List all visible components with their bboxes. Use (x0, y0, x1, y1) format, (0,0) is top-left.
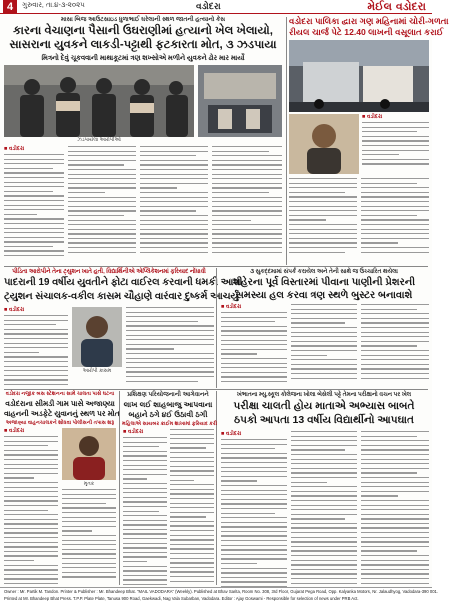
parking-column-2 (170, 429, 214, 584)
accident-kicker: વડોદરા નજીક બસ સ્ટેશનના સામે ચાલતા પાસે ઘટના (5, 391, 115, 397)
city-headline-2: સમસ્યા હલ કરવા ત્રણ સ્થળે બુસ્ટર બનાવાશે (235, 290, 413, 301)
murder-column-3 (140, 146, 208, 264)
murder-subhead: મિત્રનો દેવું ચૂકવવાની માથાકૂટમાં ત્રણ શખ્સોએ મળીને યુવકને ઢોર માર માર્યો (41, 55, 245, 62)
imprint-footer (0, 587, 439, 602)
accident-byline: ■ વડોદરા (4, 428, 25, 434)
student-headline-1: પરીક્ષા ચાલતી હોય માતાએ અભ્યાસ બાબતે (233, 400, 415, 412)
victim-caption: મૃતક (83, 481, 95, 487)
city-byline: ■ વડોદરા (221, 304, 242, 310)
murder-column-1 (4, 146, 64, 264)
column-rule-4 (119, 391, 120, 585)
accused-caption: ઝડપાયેલા આરોપીઓ (77, 137, 121, 143)
imprint-line-2: Printed at Mr. Bhandeep Bhat Press. T.P.P. Plate Plate, Tanusa 900 Road, Gaekwadi, Nag Vala Subarban, Vadodara. Editor : Ajay Goswami - Responsible for selection of news under PRB Act. (4, 596, 359, 602)
section-brand: મેઈલ વડોદરા (367, 0, 426, 13)
date-line: ગુરુવાર, તા.૪-૩-૨૦૨૫ (22, 2, 85, 9)
column-rule-2 (216, 268, 217, 388)
padra-column-2 (126, 307, 214, 385)
accident-column-1 (4, 428, 58, 584)
scene-photo (198, 65, 282, 137)
city-label: વડોદરા (196, 1, 221, 11)
murder-byline: ■ વડોદરા (4, 146, 25, 152)
theft-column-2 (289, 178, 357, 264)
murder-headline-1: કારના વેચાણના પૈસાની ઉઘરાણીમાં હત્યાનો ખેલ ખેલાયો, (13, 25, 273, 37)
student-headline-2: ઠપકો આપતા 13 વર્ષીય વિદ્યાર્થીનો આપઘાત (234, 414, 414, 426)
accident-headline-1: વડોદરાના સીમડી ગામ પાસે અજાણ્યા (5, 399, 115, 408)
padra-kicker: પીડિતા આરોપીને તેના ટ્યુશન ખાતે હતી, વિદ્યાર્થિનીએ એપ્લિકેશનમાં ફરિયાદ નોંધાવી (12, 269, 206, 275)
murder-column-2 (68, 146, 136, 264)
padra-headline-2: ટ્યુશન સંચાલક-વકીલ કાસમ ચૌહાણે વારંવાર દુષ્કર્મ આચર્યું (4, 291, 239, 302)
row-rule-1 (4, 266, 428, 267)
padra-accused-caption: આરોપી કાસમ (82, 368, 112, 374)
theft-headline-1: વડોદરા પાલિકા દ્વારા ગણ મહિનામાં ચોરી-ગળતા (289, 16, 449, 26)
parking-kicker: પ્રશિક્ષણ પરિયોજનાની આગેવાનને (127, 392, 209, 398)
accident-headline-2: વાહનની અડફેટે યુવાનનું સ્થળ પર મોત (4, 409, 120, 418)
student-column-2 (291, 431, 357, 585)
student-byline: ■ વડોદરા (221, 431, 242, 437)
theft-column-1 (362, 114, 429, 174)
student-kicker: ખંભાતના મ્યુ.સ્કૂલ કોલેજના ખોલા બેસેલી પટ્ટે તેમના પરીક્ષાનો વચન પર ખેલ (236, 392, 412, 398)
murder-kicker: માસા બિજ આઉટસાઇડ ધુળાભાઈ ઘરેલાની સ્થળ જાતની હત્યાનો કેસ (60, 17, 226, 23)
theft-headline-2: રીયલ ચાર્જ પેટે 12.40 લાખની વસૂલાત કરાઈ (289, 27, 444, 37)
row-rule-2 (4, 389, 428, 390)
murder-column-4 (212, 146, 282, 264)
parking-subhead: મહિલાએ સાયબર ક્રાઈમ શાખામાં ફરિયાદ કરી (122, 421, 218, 427)
student-column-3 (361, 431, 429, 585)
theft-photo (289, 40, 429, 112)
city-column-1 (221, 304, 287, 384)
accused-photo (4, 65, 194, 137)
padra-byline: ■ વડોદરા (4, 307, 25, 313)
parking-headline-2: બહાને ઠગે ૪ઈ ઉઠાવી ઠગી (128, 410, 208, 419)
city-column-3 (361, 304, 429, 384)
parking-column-1 (123, 429, 167, 584)
padra-column-1 (4, 307, 68, 385)
padra-accused-photo (72, 307, 122, 367)
column-rule (286, 17, 287, 265)
theft-byline: ■ વડોદરા (362, 114, 383, 120)
theft-column-3 (361, 178, 429, 264)
murder-headline-2: સાસરાના યુવકને લાકડી-પટ્ટાથી ફટકારતા મોત, ૩ ઝડપાયા (9, 39, 277, 51)
accident-subhead: અજાણ્યા વાહનચાલકને શોધવા પોલીસની તપાસ શરૂ (5, 420, 115, 426)
page-number: 4 (3, 0, 17, 14)
imprint-line-1: Owner : Mr. Partik M. Tandon. Printer & Publisher : Mr. Bhandeep Bhat. "MAIL VADODARA" (Weekly). Published at Bhav Sarita, Room No. 308, 3rd Floor, Gujarat Pega Road, Opp. Kalyanka Motors, Nr. Jalaudhyog, Vadodara-390 001. (4, 589, 439, 594)
theft-portrait (289, 114, 359, 174)
city-kicker: ૩ સુકદ્દમામાં સંપર્ક કરાયેલ અને તેની સાથે જ ઉચ્ચારિત થયેલા (250, 269, 398, 275)
accident-column-2 (62, 489, 116, 584)
city-column-2 (291, 304, 357, 384)
parking-byline: ■ વડોદરા (123, 429, 144, 435)
parking-headline-1: લાખ લઈ શાહબાજુ આપવાના (123, 400, 213, 409)
student-column-1 (221, 431, 287, 585)
page-header (0, 0, 432, 14)
padra-headline-1: પાદરાની 19 વર્ષીય યુવતીને ફોટા વાઈરલ કરવાની ધમકી આપી (4, 277, 243, 288)
victim-photo (62, 428, 116, 480)
city-headline-1: શહેરના પૂર્વ વિસ્તારમાં પીવાના પાણીની પ્રેશરની (232, 277, 416, 288)
